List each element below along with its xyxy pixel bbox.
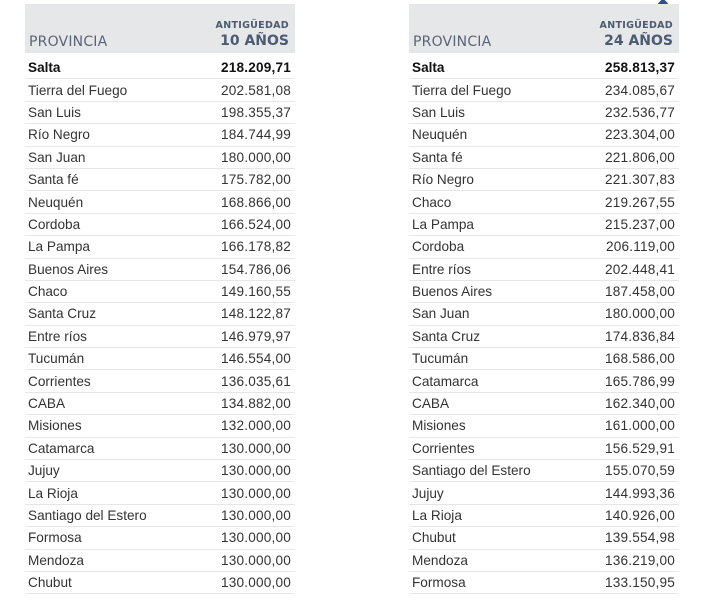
province-name: Formosa	[412, 575, 466, 591]
table-row	[25, 572, 295, 594]
table-row	[25, 348, 295, 370]
table-row	[409, 505, 679, 527]
province-name: San Luis	[28, 104, 81, 120]
salary-value: 187.458,00	[604, 284, 675, 300]
table-row	[25, 79, 295, 101]
salary-value: 166.178,82	[220, 239, 291, 255]
table-row	[25, 259, 295, 281]
province-name: San Luis	[412, 104, 465, 120]
table-row	[25, 326, 295, 348]
salary-value: 162.340,00	[604, 396, 675, 412]
province-name: Santa fé	[28, 172, 79, 188]
table-row	[25, 191, 295, 213]
table-row	[409, 79, 679, 101]
province-name: Santa fé	[412, 149, 463, 165]
column-header-line1: ANTIGÜEDAD	[599, 20, 673, 31]
salary-value: 136.035,61	[220, 373, 291, 389]
table-row	[25, 550, 295, 572]
province-name: Mendoza	[28, 552, 84, 568]
table-row	[409, 303, 679, 325]
province-name: Cordoba	[412, 239, 465, 255]
province-name: Catamarca	[28, 440, 95, 456]
province-name: Entre ríos	[28, 328, 87, 344]
table-row	[409, 281, 679, 303]
salary-value: 148.122,87	[220, 306, 291, 322]
table-row	[409, 393, 679, 415]
table-row	[409, 460, 679, 482]
province-name: Jujuy	[28, 463, 60, 479]
salary-value: 202.581,08	[220, 82, 291, 98]
table-row	[409, 169, 679, 191]
table-row	[409, 438, 679, 460]
salary-value: 223.304,00	[604, 127, 675, 143]
province-name: Neuquén	[412, 127, 468, 143]
province-name: Buenos Aires	[412, 284, 493, 300]
salary-value: 218.209,71	[220, 60, 291, 76]
salary-value: 198.355,37	[220, 104, 291, 120]
province-name: Santa Cruz	[28, 306, 97, 322]
table-body	[409, 57, 679, 594]
column-header-provincia: PROVINCIA	[413, 34, 492, 50]
table-row	[409, 527, 679, 549]
province-name: Cordoba	[28, 216, 81, 232]
salary-value: 130.000,00	[220, 485, 291, 501]
salary-value: 202.448,41	[604, 261, 675, 277]
table-row	[25, 236, 295, 258]
column-header-provincia: PROVINCIA	[29, 34, 108, 50]
table-row	[409, 191, 679, 213]
province-name: Tucumán	[28, 351, 85, 367]
province-name: Entre ríos	[412, 261, 471, 277]
salary-value: 165.786,99	[604, 373, 675, 389]
salary-value: 219.267,55	[604, 194, 675, 210]
table-row	[25, 214, 295, 236]
province-name: Chaco	[412, 194, 452, 210]
table-row	[25, 281, 295, 303]
column-header-line1: ANTIGÜEDAD	[215, 20, 289, 31]
salary-value: 154.786,06	[220, 261, 291, 277]
table-body	[25, 57, 295, 594]
province-name: Chubut	[28, 575, 72, 591]
province-name: San Juan	[28, 149, 86, 165]
province-name: La Rioja	[28, 485, 78, 501]
salary-value: 139.554,98	[604, 530, 675, 546]
province-name: Tierra del Fuego	[412, 82, 512, 98]
salary-value: 184.744,99	[220, 127, 291, 143]
salary-value: 168.586,00	[604, 351, 675, 367]
salary-value: 168.866,00	[220, 194, 291, 210]
table-row	[25, 303, 295, 325]
column-header-antiguedad	[600, 20, 673, 50]
table-row	[25, 505, 295, 527]
salary-value: 232.536,77	[604, 104, 675, 120]
table-row	[25, 415, 295, 437]
table-row	[409, 259, 679, 281]
province-name: Corrientes	[412, 440, 475, 456]
province-name: Santiago del Estero	[412, 463, 531, 479]
table-header	[25, 4, 295, 53]
province-name: La Pampa	[28, 239, 90, 255]
salary-value: 155.070,59	[604, 463, 675, 479]
province-name: Mendoza	[412, 552, 468, 568]
table-row	[25, 57, 295, 79]
table-antiguedad-24-anos	[409, 4, 679, 594]
province-name: Río Negro	[28, 127, 90, 143]
column-header-line2: 24 AÑOS	[604, 33, 673, 49]
table-row	[409, 236, 679, 258]
table-row	[409, 326, 679, 348]
salary-value: 130.000,00	[220, 508, 291, 523]
province-name: Santiago del Estero	[28, 508, 147, 523]
province-name: La Rioja	[412, 508, 462, 523]
salary-value: 221.806,00	[604, 149, 675, 165]
salary-value: 175.782,00	[220, 172, 291, 188]
province-name: Corrientes	[28, 373, 91, 389]
salary-value: 174.836,84	[604, 328, 675, 344]
table-row	[409, 370, 679, 392]
table-row	[409, 415, 679, 437]
table-row	[25, 147, 295, 169]
column-header-line2: 10 AÑOS	[220, 33, 289, 49]
table-row	[25, 527, 295, 549]
table-row	[25, 169, 295, 191]
province-name: Formosa	[28, 530, 82, 546]
salary-value: 149.160,55	[220, 284, 291, 300]
salary-value: 215.237,00	[604, 216, 675, 232]
table-row	[409, 147, 679, 169]
salary-value: 258.813,37	[604, 60, 675, 76]
table-row	[25, 460, 295, 482]
table-row	[409, 572, 679, 594]
province-name: CABA	[412, 396, 450, 412]
salary-value: 166.524,00	[220, 216, 291, 232]
province-name: Misiones	[412, 418, 466, 434]
province-name: Jujuy	[412, 485, 444, 501]
table-row	[409, 102, 679, 124]
table-row	[409, 124, 679, 146]
province-name: San Juan	[412, 306, 470, 322]
province-name: Neuquén	[28, 194, 84, 210]
province-name: Río Negro	[412, 172, 474, 188]
salary-value: 130.000,00	[220, 530, 291, 546]
table-row	[25, 482, 295, 504]
province-name: Salta	[412, 60, 445, 76]
table-row	[25, 370, 295, 392]
salary-value: 156.529,91	[604, 440, 675, 456]
province-name: La Pampa	[412, 216, 474, 232]
province-name: CABA	[28, 396, 66, 412]
table-row	[409, 214, 679, 236]
table-header	[409, 4, 679, 53]
salary-value: 140.926,00	[604, 508, 675, 523]
table-row	[25, 102, 295, 124]
salary-value: 134.882,00	[220, 396, 291, 412]
salary-value: 180.000,00	[220, 149, 291, 165]
salary-value: 144.993,36	[604, 485, 675, 501]
column-header-antiguedad	[216, 20, 289, 50]
salary-value: 130.000,00	[220, 463, 291, 479]
salary-value: 130.000,00	[220, 575, 291, 591]
table-row	[25, 124, 295, 146]
salary-value: 136.219,00	[604, 552, 675, 568]
table-row	[25, 393, 295, 415]
salary-value: 206.119,00	[605, 239, 675, 255]
province-name: Catamarca	[412, 373, 479, 389]
province-name: Tierra del Fuego	[28, 82, 128, 98]
province-name: Santa Cruz	[412, 328, 481, 344]
table-antiguedad-10-anos	[25, 4, 295, 594]
table-row	[409, 57, 679, 79]
salary-value: 133.150,95	[604, 575, 675, 591]
table-row	[25, 438, 295, 460]
salary-value: 130.000,00	[220, 440, 291, 456]
table-row	[409, 348, 679, 370]
salary-value: 132.000,00	[220, 418, 291, 434]
province-name: Buenos Aires	[28, 261, 109, 277]
province-name: Chaco	[28, 284, 68, 300]
salary-value: 146.979,97	[220, 328, 291, 344]
province-name: Tucumán	[412, 351, 469, 367]
province-name: Chubut	[412, 530, 456, 546]
province-name: Misiones	[28, 418, 82, 434]
salary-value: 161.000,00	[604, 418, 675, 434]
table-row	[409, 482, 679, 504]
salary-value: 221.307,83	[604, 172, 675, 188]
salary-value: 234.085,67	[604, 82, 675, 98]
province-name: Salta	[28, 60, 61, 76]
salary-value: 180.000,00	[604, 306, 675, 322]
salary-value: 130.000,00	[220, 552, 291, 568]
salary-value: 146.554,00	[220, 351, 291, 367]
table-row	[409, 550, 679, 572]
